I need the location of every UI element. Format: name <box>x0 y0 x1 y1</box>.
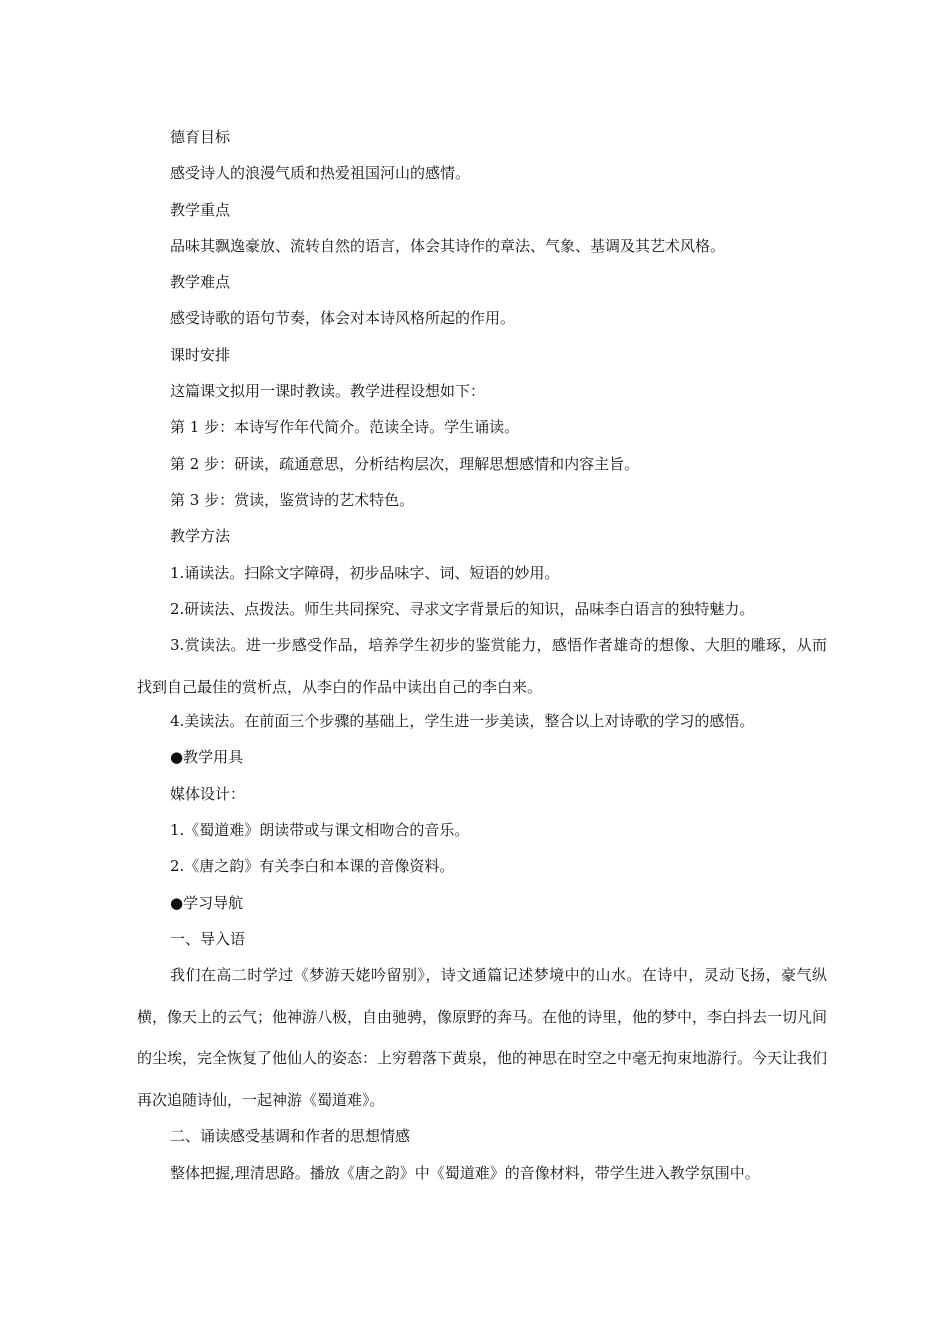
media-line: 2.《唐之韵》有关李白和本课的音像资料。 <box>170 857 455 876</box>
heading-methods: 教学方法 <box>170 527 231 546</box>
intro-paragraph: 我们在高二时学过《梦游天姥吟留别》，诗文通篇记述梦境中的山水。在诗中，灵动飞扬，豪气纵横，像天上的云气；他神游八极，自由驰骋，像原野的奔马。在他的诗里，他的梦中，李白抖去一切凡间的尘埃，完全恢复了他仙人的姿态：上穷碧落下黄泉，他的神思在时空之中毫无拘束地游行。今天让我们再次追随诗仙，一起神游《蜀道难》。 <box>137 966 828 1109</box>
text-line: 感受诗歌的语句节奏，体会对本诗风格所起的作用。 <box>170 309 516 328</box>
heading-moral-goal: 德育目标 <box>170 128 231 146</box>
text-line: 整体把握,理清思路。播放《唐之韵》中《蜀道难》的音像材料，带学生进入教学氛围中。 <box>170 1163 760 1182</box>
heading-difficulties: 教学难点 <box>170 273 231 292</box>
heading-schedule: 课时安排 <box>170 345 231 364</box>
step-line: 第 2 步：研读，疏通意思，分析结构层次，理解思想感情和内容主旨。 <box>170 454 640 473</box>
method-line: 2.研读法、点拨法。师生共同探究、寻求文字背景后的知识，品味李白语言的独特魅力。 <box>170 599 755 618</box>
method-paragraph: 3.赏读法。进一步感受作品，培养学生初步的鉴赏能力，感悟作者雄奇的想像、大胆的雕琢，从而找到自己最佳的赏析点，从李白的作品中读出自己的李白来。 <box>137 636 827 696</box>
media-line: 1.《蜀道难》朗读带或与课文相吻合的音乐。 <box>170 821 470 840</box>
step-line: 第 3 步：赏读，鉴赏诗的艺术特色。 <box>170 490 415 509</box>
step-line: 第 1 步：本诗写作年代简介。范读全诗。学生诵读。 <box>170 418 520 437</box>
heading-intro: 一、导入语 <box>170 929 246 948</box>
text-line: 品味其飘逸豪放、流转自然的语言，体会其诗作的章法、气象、基调及其艺术风格。 <box>170 236 726 255</box>
lesson-plan-text <box>137 124 827 1196</box>
method-line: 4.美读法。在前面三个步骤的基础上，学生进一步美读，整合以上对诗歌的学习的感悟。 <box>170 712 755 731</box>
heading-reading: 二、诵读感受基调和作者的思想情感 <box>170 1127 411 1146</box>
heading-key-points: 教学重点 <box>170 200 231 219</box>
method-paragraph-block <box>137 625 827 708</box>
method-line: 1.诵读法。扫除文字障碍，初步品味字、词、短语的妙用。 <box>170 563 560 582</box>
text-line: 感受诗人的浪漫气质和热爱祖国河山的感情。 <box>170 164 471 183</box>
heading-tools: ●教学用具 <box>170 748 244 767</box>
text-line: 这篇课文拟用一课时教读。教学进程设想如下： <box>170 382 486 401</box>
text-line: 媒体设计： <box>170 784 246 803</box>
heading-navigation: ●学习导航 <box>170 893 244 912</box>
intro-paragraph-block <box>137 955 827 1123</box>
